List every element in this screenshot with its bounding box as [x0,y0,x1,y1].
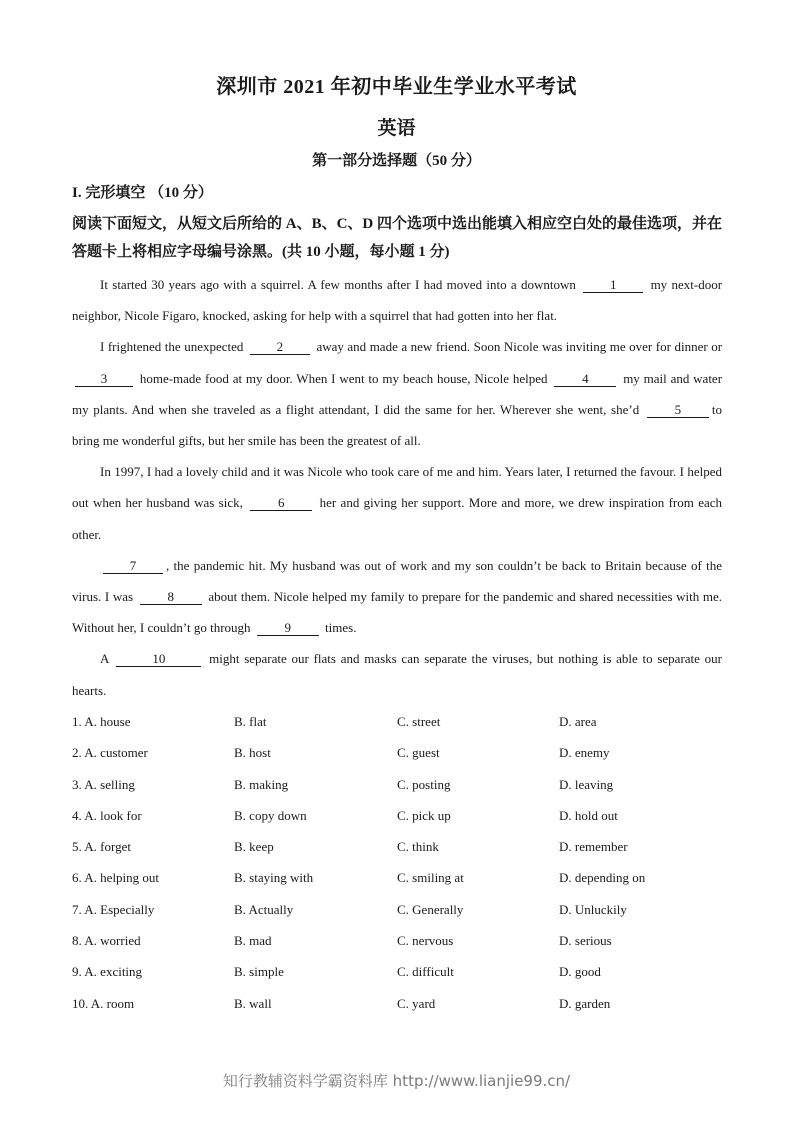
option-c: C. pick up [397,807,451,823]
question-row [72,706,722,737]
blank-7: 7 [103,558,163,574]
option-d: D. Unluckily [559,901,627,917]
option-c: C. street [397,714,441,729]
question-row [72,862,722,893]
option-b: B. mad [234,933,272,949]
paragraph-1: It started 30 years ago with a squirrel. A few months after I had moved into a downtown 1 my next-door neighbor, Nicole Figaro, knocked, asking for help with a squirrel that had gotten into her flat. [72,277,723,324]
exam-title: 深圳市 2021 年初中毕业生学业水平考试 [216,76,577,98]
option-b: B. staying with [234,870,314,886]
question-row [72,988,722,1019]
option-c: C. difficult [397,964,454,980]
option-a: 5. A. forget [72,839,131,855]
option-b: B. Actually [234,901,294,917]
blank-5: 5 [647,402,709,418]
option-a: 3. A. selling [72,776,135,792]
blank-3: 3 [75,371,133,387]
option-a: 6. A. helping out [72,870,160,886]
question-row [72,925,722,956]
option-d: D. garden [559,995,611,1011]
option-a: 7. A. Especially [72,901,155,917]
option-a: 4. A. look for [72,807,142,823]
blank-6: 6 [250,495,312,511]
blank-4: 4 [554,371,616,387]
option-c: C. Generally [397,901,464,917]
option-a: 8. A. worried [72,933,141,949]
part-heading: 第一部分选择题（50 分） [312,153,481,169]
section-instruction: 阅读下面短文，从短文后所给的 A、B、C、D 四个选项中选出能填入相应空白处的最佳选项，并在答题卡上将相应字母编号涂黑。(共 10 小题，每小题 1 分) [72,216,723,260]
footer-watermark: 知行教辅资料学霸资料库 http://www.lianjie99.cn/ [222,1072,571,1090]
blank-8: 8 [140,589,202,605]
option-a: 1. A. house [72,714,131,729]
question-row [72,894,722,925]
question-row [72,769,722,800]
subject-heading: 英语 [377,118,416,139]
answer-options [72,706,722,1019]
blank-1: 1 [583,277,643,293]
cloze-passage [72,269,722,706]
question-row [72,956,722,987]
option-b: B. keep [234,839,274,855]
option-d: D. serious [559,933,612,949]
option-a: 9. A. exciting [72,964,143,980]
paragraph-5: A 10 might separate our flats and masks can separate the viruses, but nothing is able to separate our hearts. [72,651,722,698]
option-a: 10. A. room [72,995,135,1011]
section-heading: I. 完形填空 （10 分） [72,185,213,201]
option-b: B. copy down [234,807,307,823]
paragraph-2: I frightened the unexpected 2 away and made a new friend. Soon Nicole was inviting me over for dinner or 3 home-made food at my door. When I went to my beach house, Nicole helped 4 my mail and water my plants. And when she traveled as a flight attendant, I did the same for her. Wherever she went, she’d 5 to bring me wonderful gifts, but her smile has been the greatest of all. [72,339,723,449]
option-c: C. yard [397,995,436,1011]
option-b: B. host [234,745,271,761]
option-c: C. smiling at [397,870,464,886]
blank-10: 10 [116,651,201,667]
question-row [72,831,722,862]
question-row [72,800,722,831]
option-b: B. wall [234,995,272,1011]
blank-9: 9 [257,620,319,636]
option-d: D. remember [559,839,628,855]
option-d: D. area [559,714,597,729]
option-b: B. making [234,776,289,792]
option-c: C. think [397,839,439,855]
option-d: D. depending on [559,870,646,886]
option-c: C. nervous [397,933,454,949]
option-c: C. guest [397,745,440,761]
option-b: B. flat [234,714,267,729]
question-row [72,737,722,768]
blank-2: 2 [250,339,310,355]
option-d: D. enemy [559,745,610,761]
option-a: 2. A. customer [72,745,148,761]
paragraph-3: In 1997, I had a lovely child and it was Nicole who took care of me and him. Years later, I returned the favour. I helped out when her husband was sick, 6 her and giving her support. More and more, we drew inspiration from each other. [72,464,722,542]
option-d: D. hold out [559,807,618,823]
option-d: D. leaving [559,776,614,792]
option-c: C. posting [397,776,451,792]
option-b: B. simple [234,964,284,980]
option-d: D. good [559,964,601,980]
paragraph-4: 7 , the pandemic hit. My husband was out of work and my son couldn’t be back to Britain because of the virus. I was 8 about them. Nicole helped my family to prepare for the pandemic and shared necessities with me. Without her, I couldn’t go through 9 times. [72,557,723,636]
